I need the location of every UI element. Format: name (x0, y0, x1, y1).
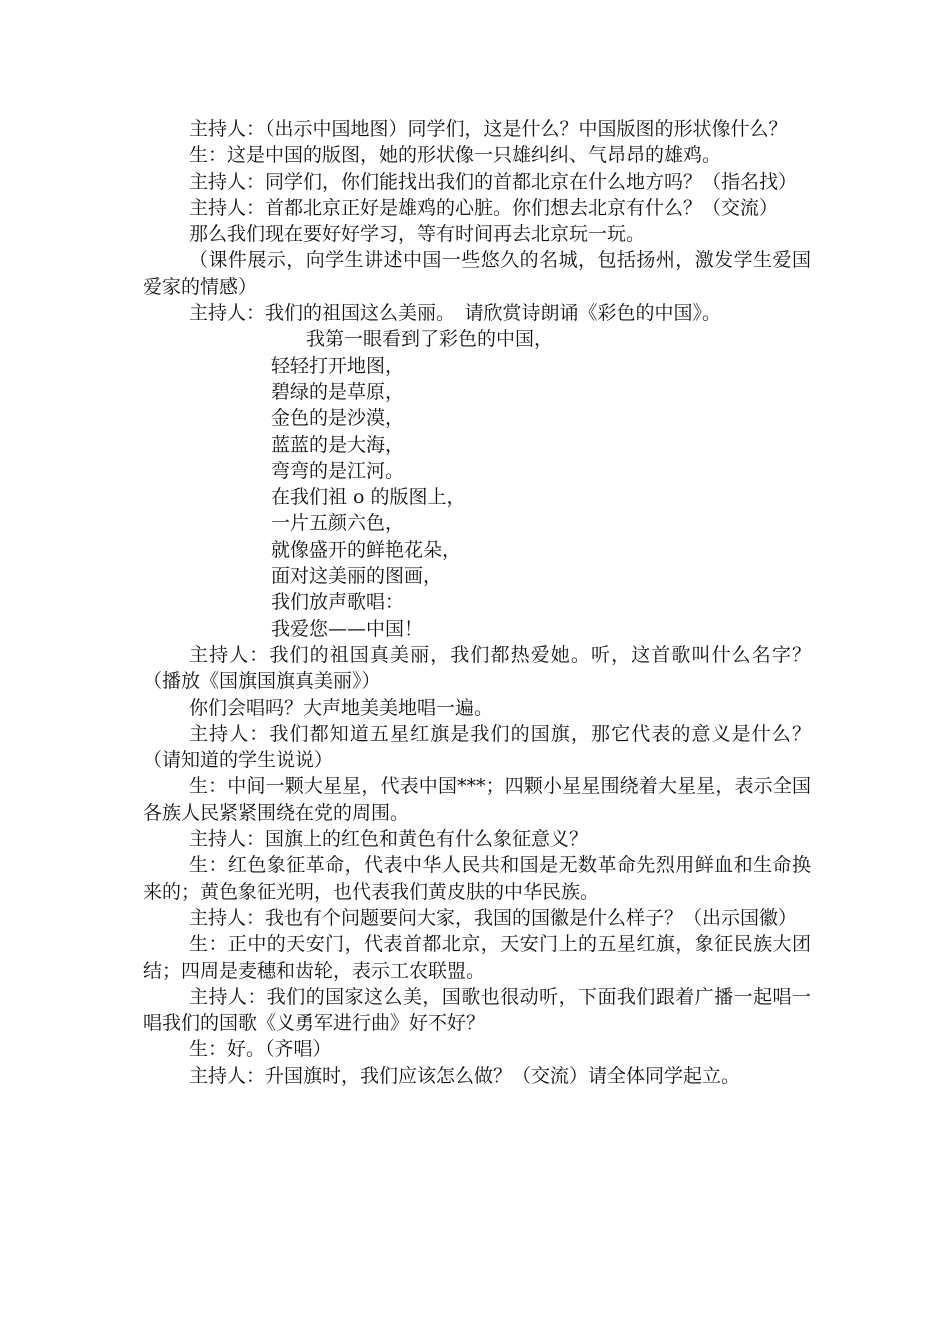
paragraph-emblem-question: 主持人：我也有个问题要问大家，我国的国徽是什么样子？（出示国徽） (189, 906, 798, 929)
paragraph-anthem-question: 主持人：我们的国家这么美，国歌也很动听，下面我们跟着广播一起唱一唱我们的国歌《义勇军进行曲》好不好？ (143, 985, 811, 1035)
paragraph-courseware: （课件展示，向学生讲述中国一些悠久的名城，包括扬州，激发学生爱国爱家的情感） (143, 249, 811, 298)
poem-line: 弯弯的是江河。 (271, 459, 405, 482)
paragraph-study-hard: 那么我们现在要好好学习，等有时间再去北京玩一玩。 (189, 223, 646, 246)
poem-line: 我们放声歌唱： (271, 591, 405, 614)
paragraph-colors-question: 主持人：国旗上的红色和黄色有什么象征意义？ (189, 828, 589, 851)
poem-line: 我第一眼看到了彩色的中国， (306, 328, 554, 351)
paragraph-sing-along: 你们会唱吗？大声地美美地唱一遍。 (189, 696, 494, 719)
paragraph-emblem-answer: 生：正中的天安门，代表首都北京，天安门上的五星红旗，象征民族大团结；四周是麦穗和齿轮，表示工农联盟。 (143, 933, 811, 982)
paragraph-colors-answer: 生：红色象征革命，代表中华人民共和国是无数革命先烈用鲜血和生命换来的；黄色象征光明，也代表我们黄皮肤的中华民族。 (143, 854, 811, 903)
paragraph-flag-meaning: 主持人：我们都知道五星红旗是我们的国旗，那它代表的意义是什么？（请知道的学生说说） (143, 722, 811, 772)
poem-line: 就像盛开的鲜艳花朵， (271, 538, 462, 561)
poem-line: 一片五颜六色， (271, 512, 405, 535)
paragraph-find-beijing: 主持人：同学们，你们能找出我们的首都北京在什么地方吗？（指名找） (189, 170, 798, 193)
paragraph-rooster-answer: 生：这是中国的版图，她的形状像一只雄纠纠、气昂昂的雄鸡。 (189, 144, 722, 167)
paragraph-beijing-heart: 主持人：首都北京正好是雄鸡的心脏。你们想去北京有什么？（交流） (189, 196, 779, 219)
paragraph-poem-intro: 主持人：我们的祖国这么美丽。 请欣赏诗朗诵《彩色的中国》。 (189, 302, 722, 325)
poem-line: 蓝蓝的是大海， (271, 433, 405, 456)
poem-line: 金色的是沙漠， (271, 407, 405, 430)
paragraph-stars-answer: 生：中间一颗大星星，代表中国***；四颗小星星围绕着大星星，表示全国各族人民紧紧围绕在党的周围。 (143, 775, 811, 824)
poem-line: 碧绿的是草原， (271, 380, 405, 403)
poem-line: 我爱您——中国！ (271, 617, 424, 640)
paragraph-flag-raising: 主持人：升国旗时，我们应该怎么做？（交流）请全体同学起立。 (189, 1064, 741, 1087)
poem-line: 轻轻打开地图， (271, 354, 405, 377)
paragraph-map-question: 主持人：（出示中国地图）同学们，这是什么？中国版图的形状像什么？ (189, 118, 788, 140)
poem-line: 在我们祖 o 的版图上， (271, 486, 466, 509)
paragraph-sing-together: 生：好。（齐唱） (189, 1038, 332, 1061)
poem-block (143, 326, 811, 642)
paragraph-song-question: 主持人：我们的祖国真美丽，我们都热爱她。听，这首歌叫什么名字？（播放《国旗国旗真美丽》） (143, 643, 811, 693)
poem-line: 面对这美丽的图画， (271, 565, 443, 588)
document-body (143, 116, 811, 1089)
